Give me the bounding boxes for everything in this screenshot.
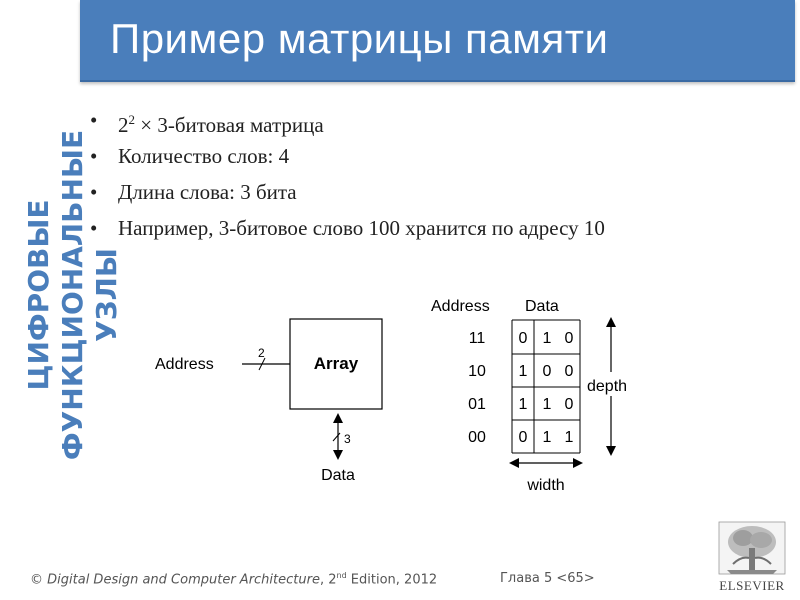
bullet-marker: • <box>90 216 98 240</box>
data-bus-width: 3 <box>344 432 351 446</box>
depth-label: depth <box>587 378 628 395</box>
address-input-label: Address <box>155 356 214 373</box>
edition-pre: , 2 <box>319 572 337 588</box>
edition-post: Edition, 2012 <box>346 572 438 588</box>
array-label: Array <box>313 354 359 373</box>
side-label-line1: ЦИФРОВЫЕ ФУНКЦИОНАЛЬНЫЕ <box>22 129 89 461</box>
bullet-1-base: 2 <box>118 113 129 137</box>
bullet-4-text: Например, 3-битовое слово 100 хранится по адресу 10 <box>118 216 605 240</box>
edition-sup: nd <box>336 571 347 580</box>
address-bus-width: 2 <box>258 346 265 360</box>
bullet-marker: • <box>90 180 98 204</box>
elsevier-logo-text: ELSEVIER <box>719 578 785 593</box>
bullet-1-exponent: 2 <box>128 112 135 127</box>
row-bit: 1 <box>518 396 528 413</box>
row-bit: 1 <box>518 363 528 380</box>
width-label: width <box>527 477 565 494</box>
row-bit: 1 <box>542 330 552 347</box>
chapter-page-label: Глава 5 <65> <box>500 571 595 586</box>
bullet-3-text: Длина слова: 3 бита <box>118 180 297 204</box>
row-address: 00 <box>468 429 486 446</box>
row-address: 10 <box>468 363 486 380</box>
table-data-header: Data <box>525 298 559 315</box>
bullet-marker: • <box>90 108 98 132</box>
slide-title: Пример матрицы памяти <box>110 15 609 62</box>
footer-copyright <box>30 571 437 587</box>
row-bit: 1 <box>564 429 574 446</box>
row-address: 11 <box>468 330 486 347</box>
row-bit: 0 <box>518 429 528 446</box>
row-bit: 1 <box>542 429 552 446</box>
bullet-1-text: × 3-битовая матрица <box>135 113 324 137</box>
bullet-marker: • <box>90 144 98 168</box>
row-address: 01 <box>468 396 486 413</box>
row-bit: 1 <box>542 396 552 413</box>
bullet-2-text: Количество слов: 4 <box>118 144 290 168</box>
copyright-symbol: © <box>30 572 48 588</box>
data-bus-slash <box>333 433 340 441</box>
table-address-header: Address <box>431 298 490 315</box>
row-bit: 0 <box>564 330 574 347</box>
side-label-line2: УЗЛЫ <box>90 248 123 342</box>
row-bit: 0 <box>564 363 574 380</box>
data-output-label: Data <box>321 467 355 484</box>
book-title: Digital Design and Computer Architecture <box>47 572 320 588</box>
row-bit: 0 <box>542 363 552 380</box>
row-bit: 0 <box>518 330 528 347</box>
row-bit: 0 <box>564 396 574 413</box>
